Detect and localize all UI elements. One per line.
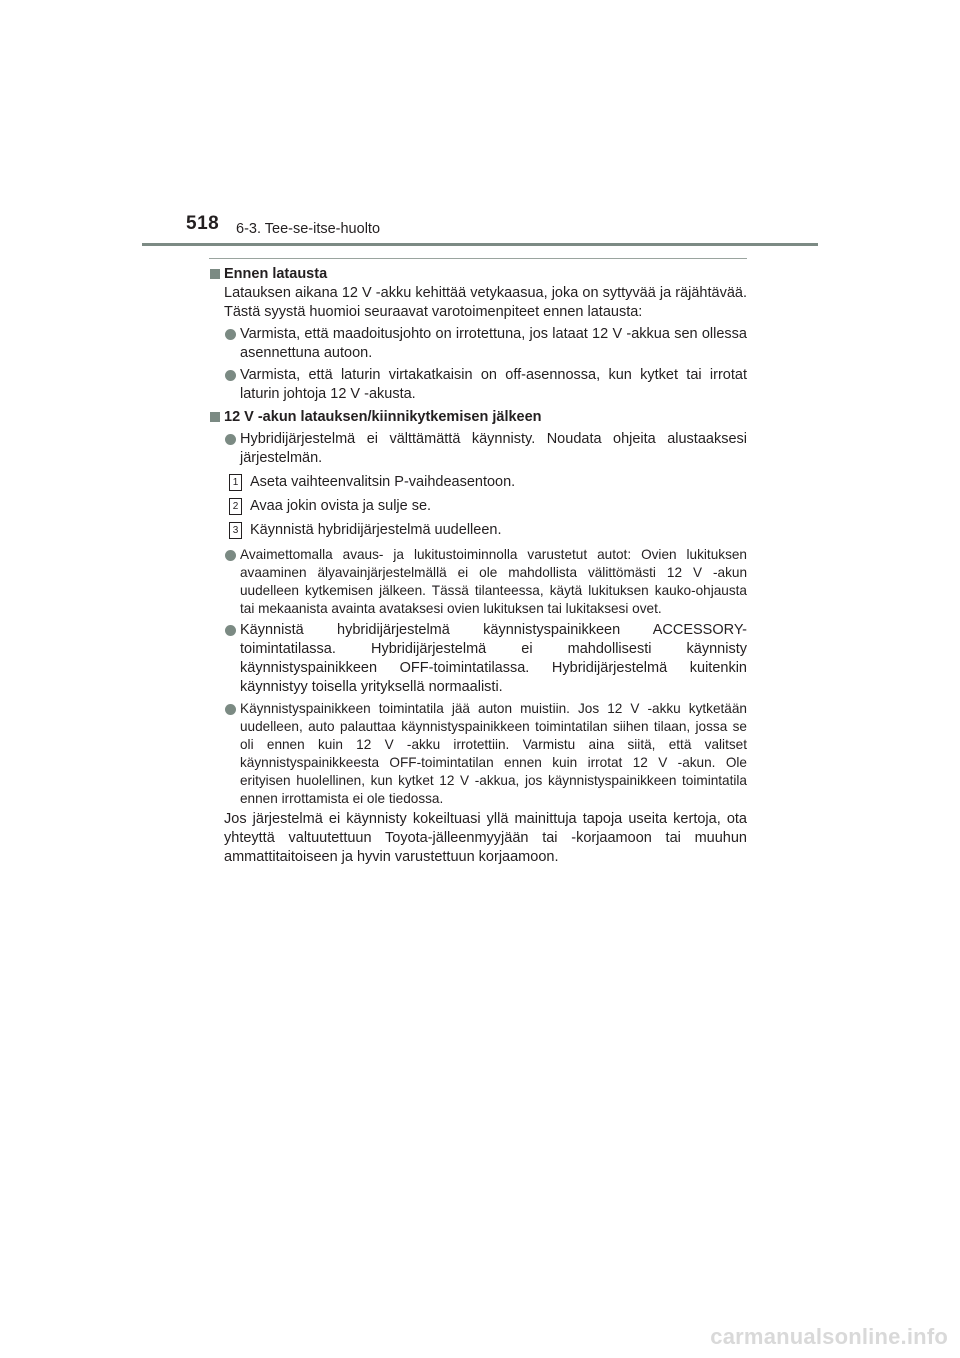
list-item <box>209 325 747 363</box>
circle-bullet-icon <box>225 329 236 340</box>
step-item <box>209 473 747 492</box>
step-text: Käynnistä hybridijärjestelmä uudelleen. <box>250 522 502 538</box>
heading-text: Ennen latausta <box>224 266 328 282</box>
circle-bullet-icon <box>225 550 236 561</box>
step-number: 3 <box>229 522 242 539</box>
step-text: Aseta vaihteenvalitsin P-vaihdeasentoon. <box>250 474 516 490</box>
circle-bullet-icon <box>225 370 236 381</box>
step-item <box>209 521 747 540</box>
circle-bullet-icon <box>225 434 236 445</box>
closing-paragraph: Jos järjestelmä ei käynnisty kokeiltuasi yllä mainittuja tapoja useita kertoja, ota yhteyttä valtuutettuun Toyota-jälleenmyyjään tai -korjaamoon tai muuhun ammattitaitoiseen ja hyvin varustettuun korjaamoon. <box>224 811 747 865</box>
intro-paragraph: Latauksen aikana 12 V -akku kehittää vetykaasua, joka on syttyvää ja räjähtävää. Tästä syystä huomioi seuraavat varotoimenpiteet ennen latausta: <box>224 285 747 320</box>
step-text: Avaa jokin ovista ja sulje se. <box>250 498 432 514</box>
header-rule <box>142 243 818 246</box>
list-item <box>209 700 747 808</box>
heading-text: 12 V -akun latauksen/kiinnikytkemisen jälkeen <box>224 409 542 425</box>
list-item-text: Käynnistä hybridijärjestelmä käynnistyspainikkeen ACCESSORY-toimintatilassa. Hybridijärjestelmä ei mahdollisesti käynnisty käynnistyspainikkeen OFF-toimintatilassa. Hybridijärjestelmä kuitenkin käynnistyy toisella yrityksellä normaalisti. <box>240 622 747 695</box>
list-item-text: Avaimettomalla avaus- ja lukitustoiminnolla varustetut autot: Ovien lukituksen avaaminen älyavainjärjestelmällä ei ole mahdollista välittömästi 12 V -akun uudelleen kytkemisen jälkeen. Tässä tilanteessa, käytä lukituksen kauko-ohjausta tai mekaanista avainta avataksesi ovien lukituksen tai lukitaksesi ovet. <box>240 547 747 616</box>
heading-before-charging <box>209 265 747 284</box>
step-item <box>209 497 747 516</box>
watermark-logo: carmanualsonline.info <box>710 1324 948 1349</box>
step-number: 2 <box>229 498 242 515</box>
list-item-text: Varmista, että maadoitusjohto on irrotettuna, jos lataat 12 V -akkua sen ollessa asennettuna autoon. <box>240 326 747 361</box>
list-item-text: Hybridijärjestelmä ei välttämättä käynnisty. Noudata ohjeita alustaaksesi järjestelmän. <box>240 431 747 466</box>
circle-bullet-icon <box>225 704 236 715</box>
page-number: 518 <box>186 213 220 234</box>
list-item-text: Varmista, että laturin virtakatkaisin on off-asennossa, kun kytket tai irrotat laturin johtoja 12 V -akusta. <box>240 367 747 402</box>
content <box>209 258 747 867</box>
list-item-text: Käynnistyspainikkeen toimintatila jää auton muistiin. Jos 12 V -akku kytketään uudelleen, auto palauttaa käynnistyspainikkeen toimintatilan siihen tilaan, jossa se oli ennen kuin 12 V -akku irrotettiin. Varmistu aina siitä, että valitset käynnistyspainikkeesta OFF-toimintatilan ennen kuin irrotat 12 V -akun. Ole erityisen huolellinen, kun kytket 12 V -akkua, jos käynnistyspainikkeen toimintatila ennen irrottamista ei ole tiedossa. <box>240 701 747 806</box>
list-item <box>209 430 747 468</box>
content-top-rule <box>209 258 747 259</box>
square-bullet-icon <box>210 412 220 422</box>
square-bullet-icon <box>210 269 220 279</box>
heading-after-charging <box>209 408 747 427</box>
list-item <box>209 621 747 697</box>
list-item <box>209 366 747 404</box>
section-title: 6-3. Tee-se-itse-huolto <box>236 221 381 237</box>
page-header <box>0 0 960 250</box>
circle-bullet-icon <box>225 625 236 636</box>
list-item <box>209 546 747 618</box>
step-number: 1 <box>229 474 242 491</box>
